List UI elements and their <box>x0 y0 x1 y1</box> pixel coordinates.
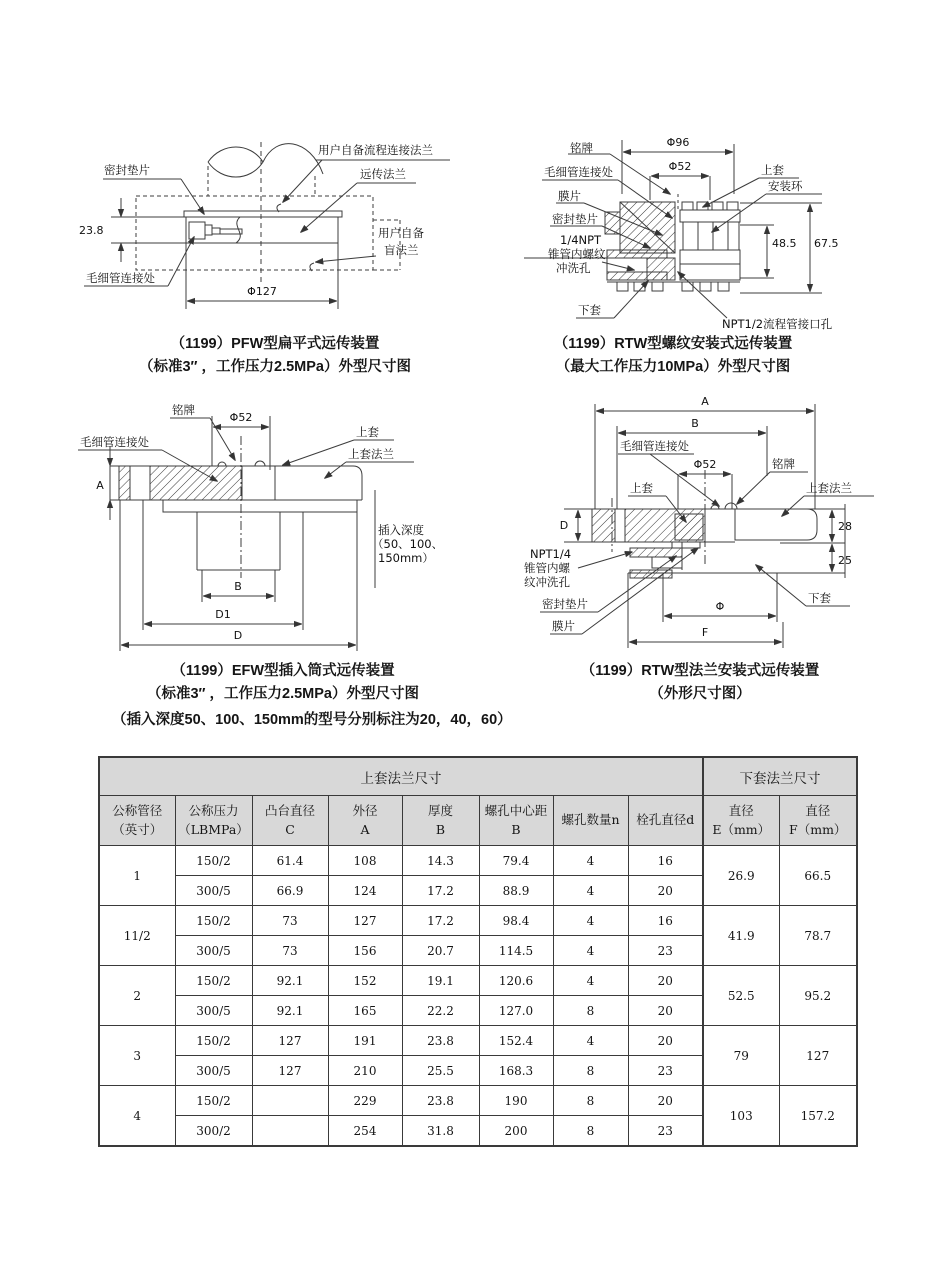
pipe-size-cell: 2 <box>99 966 175 1026</box>
label-nameplate: 铭牌 <box>570 141 593 155</box>
label-seal-gasket: 密封垫片 <box>104 163 150 177</box>
rtw-flange-drawing <box>540 404 874 648</box>
table-cell: 168.3 <box>479 1056 553 1086</box>
diameter-e-cell: 52.5 <box>703 966 779 1026</box>
dim-D: D <box>559 519 569 532</box>
column-header: 螺孔数量n <box>553 796 628 846</box>
table-row <box>99 1026 857 1056</box>
table-cell: 17.2 <box>402 906 479 936</box>
label-upper-sleeve: 上套 <box>761 163 784 177</box>
rtw-flange-caption-line1: （1199）RTW型法兰安装式远传装置 <box>580 663 820 679</box>
dim-D1: D1 <box>215 608 231 621</box>
label-npt-line1: 1/4NPT <box>560 233 602 247</box>
diameter-e-cell: 26.9 <box>703 846 779 906</box>
diameter-f-cell: 157.2 <box>779 1086 857 1147</box>
rtw-threaded-diagram <box>522 130 922 335</box>
table-cell: 20 <box>628 1026 703 1056</box>
rtw-flange-figure <box>520 386 920 671</box>
label-upper-sleeve: 上套 <box>356 425 379 439</box>
table-cell: 98.4 <box>479 906 553 936</box>
label-depth-line1: 插入深度 <box>378 523 424 537</box>
dim-28: 28 <box>838 520 852 533</box>
table-cell: 300/5 <box>175 996 252 1026</box>
dim-phi52: Φ52 <box>693 458 717 471</box>
table-cell: 14.3 <box>402 846 479 876</box>
table-cell: 19.1 <box>402 966 479 996</box>
table-cell: 92.1 <box>252 996 328 1026</box>
table-cell: 4 <box>553 1026 628 1056</box>
rtw-flange-diagram <box>520 386 920 666</box>
label-capillary: 毛细管连接处 <box>80 435 149 449</box>
diameter-e-cell: 41.9 <box>703 906 779 966</box>
rtw-threaded-caption-line1: （1199）RTW型螺纹安装式远传装置 <box>553 336 793 352</box>
table-cell: 127.0 <box>479 996 553 1026</box>
label-capillary: 毛细管连接处 <box>620 439 689 453</box>
flange-dimension-table-wrap <box>98 756 858 1147</box>
pfw-caption-line1: （1199）PFW型扁平式远传装置 <box>170 336 380 352</box>
table-cell: 4 <box>553 906 628 936</box>
table-cell: 229 <box>328 1086 402 1116</box>
table-cell: 25.5 <box>402 1056 479 1086</box>
pipe-size-cell: 1 <box>99 846 175 906</box>
table-cell: 165 <box>328 996 402 1026</box>
table-cell: 8 <box>553 1086 628 1116</box>
label-process-flange: 用户自备流程连接法兰 <box>318 143 433 157</box>
table-cell: 127 <box>252 1026 328 1056</box>
label-npt-line2: 锥管内螺纹 <box>548 247 606 261</box>
table-cell: 120.6 <box>479 966 553 996</box>
table-cell: 20 <box>628 966 703 996</box>
pfw-caption <box>80 333 470 379</box>
table-cell: 23 <box>628 1056 703 1086</box>
label-npt-line1: NPT1/4 <box>530 547 572 561</box>
pfw-figure <box>78 130 490 337</box>
table-cell: 20.7 <box>402 936 479 966</box>
diameter-e-cell: 79 <box>703 1026 779 1086</box>
dim-phi96: Φ96 <box>666 136 690 149</box>
table-cell: 4 <box>553 936 628 966</box>
dim-25: 25 <box>838 554 852 567</box>
table-cell: 31.8 <box>402 1116 479 1147</box>
label-npt-line2: 锥管内螺 <box>524 561 570 575</box>
dim-48-5: 48.5 <box>772 237 797 250</box>
label-blind-flange-1: 用户自备 <box>378 226 424 240</box>
rtw-flange-caption-line2: （外形尺寸图） <box>649 686 751 702</box>
table-cell: 73 <box>252 936 328 966</box>
flange-dimension-table <box>98 756 858 1147</box>
table-cell <box>252 1116 328 1147</box>
column-header: 外径 A <box>328 796 402 846</box>
table-cell: 127 <box>328 906 402 936</box>
pipe-size-cell: 3 <box>99 1026 175 1086</box>
efw-caption <box>88 660 478 706</box>
table-cell: 124 <box>328 876 402 906</box>
table-cell: 108 <box>328 846 402 876</box>
column-header: 公称管径 （英寸） <box>99 796 175 846</box>
table-cell: 16 <box>628 846 703 876</box>
label-nameplate: 铭牌 <box>172 403 195 417</box>
table-cell: 152 <box>328 966 402 996</box>
label-capillary: 毛细管连接处 <box>544 165 613 179</box>
table-cell: 8 <box>553 1056 628 1086</box>
table-row <box>99 966 857 996</box>
dim-F: F <box>701 626 709 639</box>
table-cell: 20 <box>628 1086 703 1116</box>
label-process-port: NPT1/2流程管接口孔 <box>722 317 833 331</box>
table-cell: 8 <box>553 996 628 1026</box>
table-cell: 114.5 <box>479 936 553 966</box>
table-cell: 210 <box>328 1056 402 1086</box>
dim-23-8: 23.8 <box>79 224 104 237</box>
table-cell: 150/2 <box>175 846 252 876</box>
table-cell: 300/5 <box>175 1056 252 1086</box>
column-header: 直径 F（mm） <box>779 796 857 846</box>
label-diaphragm: 膜片 <box>558 189 581 203</box>
table-cell: 8 <box>553 1116 628 1147</box>
diameter-f-cell: 66.5 <box>779 846 857 906</box>
table-cell: 200 <box>479 1116 553 1147</box>
column-header: 凸台直径 C <box>252 796 328 846</box>
table-row <box>99 1086 857 1116</box>
table-cell: 300/5 <box>175 876 252 906</box>
table-cell: 73 <box>252 906 328 936</box>
label-depth-line3: 150mm） <box>378 551 434 565</box>
table-cell: 300/2 <box>175 1116 252 1147</box>
efw-caption-line1: （1199）EFW型插入筒式远传装置 <box>171 663 395 679</box>
column-header: 直径 E（mm） <box>703 796 779 846</box>
table-cell: 20 <box>628 876 703 906</box>
table-cell: 254 <box>328 1116 402 1147</box>
pipe-size-cell: 11/2 <box>99 906 175 966</box>
table-cell: 88.9 <box>479 876 553 906</box>
table-cell: 191 <box>328 1026 402 1056</box>
table-cell: 152.4 <box>479 1026 553 1056</box>
table-cell: 150/2 <box>175 906 252 936</box>
table-cell: 300/5 <box>175 936 252 966</box>
dim-B: B <box>234 580 242 593</box>
table-cell: 23.8 <box>402 1086 479 1116</box>
diameter-f-cell: 95.2 <box>779 966 857 1026</box>
rtw-threaded-figure <box>522 130 922 340</box>
rtw-threaded-caption-line2: （最大工作压力10MPa）外型尺寸图 <box>555 359 791 375</box>
table-cell: 190 <box>479 1086 553 1116</box>
column-header: 螺孔中心距 B <box>479 796 553 846</box>
dim-phi: Φ <box>715 600 725 613</box>
efw-figure <box>70 394 500 663</box>
label-remote-flange: 远传法兰 <box>360 167 406 181</box>
rtw-threaded-caption <box>508 333 838 379</box>
table-cell <box>252 1086 328 1116</box>
label-nameplate: 铭牌 <box>772 457 795 471</box>
dim-phi127: Φ127 <box>247 285 277 298</box>
label-blind-flange-2: 盲法兰 <box>384 243 419 257</box>
table-cell: 17.2 <box>402 876 479 906</box>
table-cell: 61.4 <box>252 846 328 876</box>
label-lower-sleeve: 下套 <box>578 303 601 317</box>
rtw-flange-caption <box>540 660 860 706</box>
dim-67-5: 67.5 <box>814 237 839 250</box>
dim-D: D <box>233 629 243 642</box>
dim-phi52: Φ52 <box>668 160 692 173</box>
table-cell: 66.9 <box>252 876 328 906</box>
label-seal-gasket: 密封垫片 <box>542 597 588 611</box>
label-mount-ring: 安装环 <box>768 179 803 193</box>
upper-flange-group-header: 上套法兰尺寸 <box>99 757 703 796</box>
lower-flange-group-header: 下套法兰尺寸 <box>703 757 857 796</box>
efw-caption-line2: （标准3″ ，工作压力2.5MPa）外型尺寸图 <box>146 686 419 702</box>
table-cell: 22.2 <box>402 996 479 1026</box>
column-header: 厚度 B <box>402 796 479 846</box>
table-cell: 150/2 <box>175 966 252 996</box>
table-cell: 16 <box>628 906 703 936</box>
dim-A: A <box>701 395 709 408</box>
label-npt-line3: 冲洗孔 <box>556 261 591 275</box>
dim-B: B <box>691 417 699 430</box>
pfw-diagram <box>78 130 490 332</box>
table-cell: 4 <box>553 966 628 996</box>
table-cell: 92.1 <box>252 966 328 996</box>
table-cell: 23 <box>628 1116 703 1147</box>
label-seal-gasket: 密封垫片 <box>552 212 598 226</box>
table-cell: 23 <box>628 936 703 966</box>
diameter-f-cell: 78.7 <box>779 906 857 966</box>
table-cell: 150/2 <box>175 1026 252 1056</box>
label-upper-sleeve: 上套 <box>630 481 653 495</box>
table-row <box>99 846 857 876</box>
table-cell: 20 <box>628 996 703 1026</box>
label-npt-line3: 纹冲洗孔 <box>524 575 570 589</box>
pfw-caption-line2: （标准3″ ，工作压力2.5MPa）外型尺寸图 <box>138 359 411 375</box>
table-cell: 79.4 <box>479 846 553 876</box>
label-lower-sleeve: 下套 <box>808 591 831 605</box>
diameter-e-cell: 103 <box>703 1086 779 1147</box>
table-cell: 23.8 <box>402 1026 479 1056</box>
table-cell: 4 <box>553 846 628 876</box>
dim-phi52: Φ52 <box>229 411 253 424</box>
column-header: 公称压力 （LBMPa） <box>175 796 252 846</box>
table-cell: 4 <box>553 876 628 906</box>
label-depth-line2: （50、100、 <box>372 537 444 551</box>
table-cell: 127 <box>252 1056 328 1086</box>
label-capillary: 毛细管连接处 <box>86 271 155 285</box>
efw-diagram <box>70 394 500 658</box>
efw-caption-line3: （插入深度50、100、150mm的型号分别标注为20，40，60） <box>112 712 512 728</box>
column-header: 栓孔直径d <box>628 796 703 846</box>
label-diaphragm: 膜片 <box>552 619 575 633</box>
diameter-f-cell: 127 <box>779 1026 857 1086</box>
pipe-size-cell: 4 <box>99 1086 175 1147</box>
table-cell: 150/2 <box>175 1086 252 1116</box>
label-upper-flange: 上套法兰 <box>348 447 394 461</box>
table-row <box>99 906 857 936</box>
dim-A: A <box>96 479 104 492</box>
table-cell: 156 <box>328 936 402 966</box>
label-upper-flange: 上套法兰 <box>806 481 852 495</box>
